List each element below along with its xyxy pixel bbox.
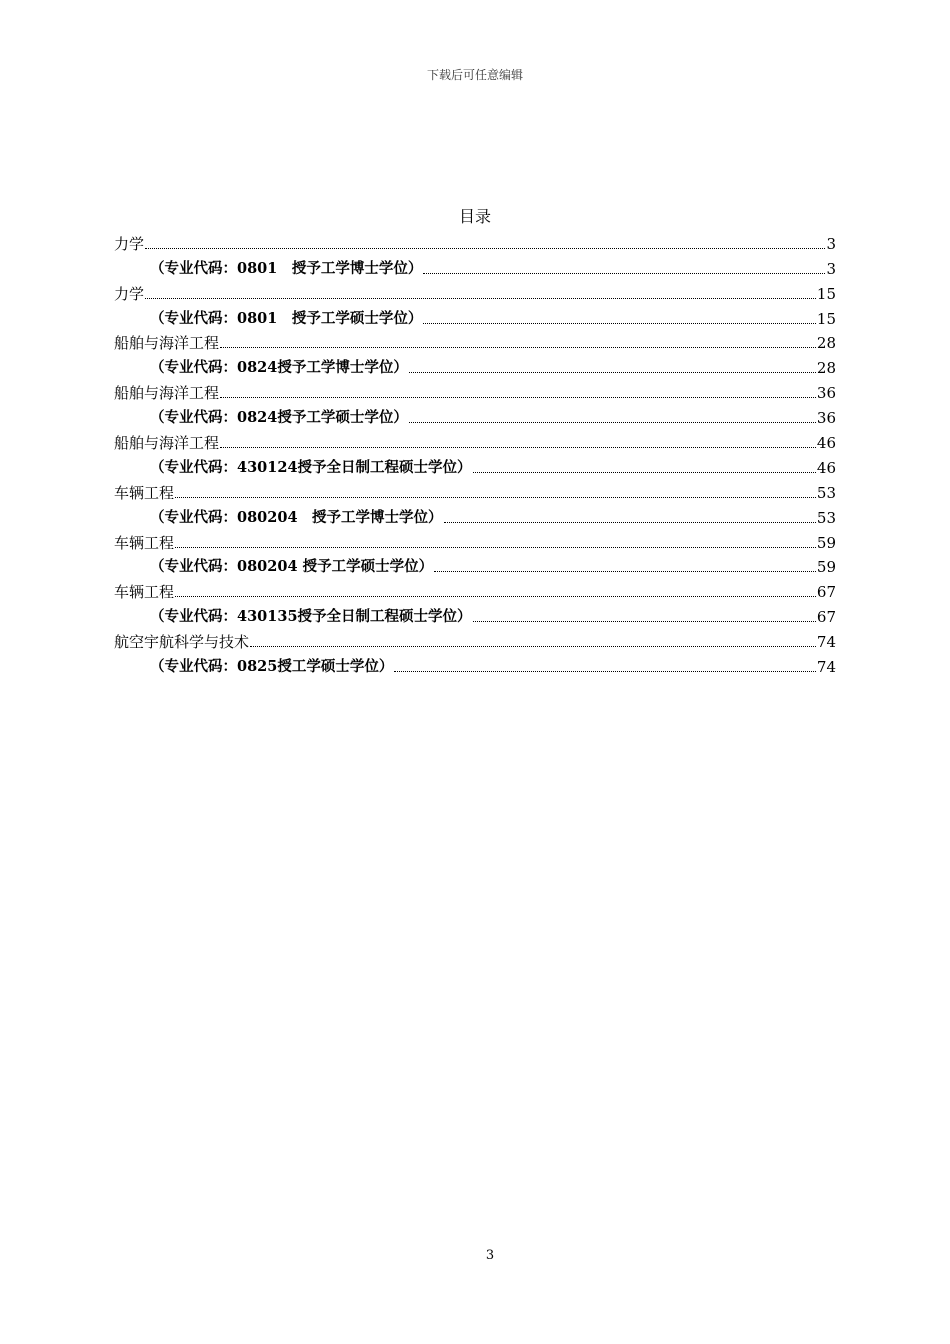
toc-entry-13[interactable]: [114, 553, 836, 578]
toc-entry-4[interactable]: [114, 329, 836, 354]
toc-leader-dots: [423, 272, 825, 274]
toc-entry-page: 53: [816, 508, 836, 527]
toc-entry-12[interactable]: [114, 528, 836, 553]
table-of-contents: [114, 229, 836, 677]
header-note: 下载后可任意编辑: [426, 68, 523, 82]
toc-entry-label: 车辆工程: [114, 533, 175, 552]
toc-entry-label: （专业代码：430135授予全日制工程硕士学位）: [150, 608, 472, 626]
toc-entry-label: 车辆工程: [114, 583, 175, 602]
toc-entry-page: 67: [816, 608, 836, 627]
toc-entry-page: 67: [816, 583, 836, 602]
toc-title: 目录: [458, 207, 491, 226]
toc-entry-page: 59: [816, 558, 836, 577]
toc-entry-label: 车辆工程: [114, 483, 175, 502]
toc-entry-page: 46: [816, 458, 836, 477]
toc-leader-dots: [175, 546, 816, 548]
toc-entry-page: 53: [816, 483, 836, 502]
toc-entry-label: 力学: [114, 284, 145, 303]
toc-leader-dots: [175, 595, 816, 597]
toc-entry-7[interactable]: [114, 403, 836, 428]
toc-entry-page: 36: [816, 409, 836, 428]
toc-entry-page: 15: [816, 309, 836, 328]
toc-entry-page: 28: [816, 334, 836, 353]
toc-leader-dots: [423, 322, 816, 324]
toc-entry-page: 74: [816, 633, 836, 652]
toc-leader-dots: [409, 371, 816, 373]
toc-leader-dots: [220, 396, 816, 398]
toc-leader-dots: [473, 471, 816, 473]
toc-entry-6[interactable]: [114, 378, 836, 403]
toc-entry-label: （专业代码：0801 授予工学硕士学位）: [150, 309, 423, 327]
page-number: 3: [485, 1248, 495, 1263]
toc-leader-dots: [145, 297, 816, 299]
toc-leader-dots: [434, 570, 816, 572]
toc-entry-label: （专业代码：430124授予全日制工程硕士学位）: [150, 458, 472, 476]
toc-leader-dots: [250, 645, 816, 647]
toc-leader-dots: [220, 346, 816, 348]
toc-entry-page: 36: [816, 384, 836, 403]
toc-entry-page: 46: [816, 434, 836, 453]
toc-entry-11[interactable]: [114, 503, 836, 528]
toc-leader-dots: [220, 446, 816, 448]
toc-entry-label: （专业代码：0824授予工学硕士学位）: [150, 409, 408, 427]
toc-entry-label: （专业代码：0825授工学硕士学位）: [150, 658, 394, 676]
toc-entry-16[interactable]: [114, 627, 836, 652]
toc-entry-label: （专业代码：0824授予工学博士学位）: [150, 359, 408, 377]
toc-entry-label: 船舶与海洋工程: [114, 334, 220, 353]
toc-entry-page: 59: [816, 533, 836, 552]
toc-entry-page: 74: [816, 658, 836, 677]
toc-entry-14[interactable]: [114, 577, 836, 602]
toc-entry-17[interactable]: [114, 652, 836, 677]
toc-entry-page: 28: [816, 359, 836, 378]
toc-leader-dots: [175, 496, 816, 498]
toc-entry-5[interactable]: [114, 353, 836, 378]
toc-leader-dots: [145, 247, 825, 249]
toc-entry-10[interactable]: [114, 478, 836, 503]
toc-leader-dots: [444, 521, 816, 523]
toc-entry-8[interactable]: [114, 428, 836, 453]
toc-entry-2[interactable]: [114, 279, 836, 304]
toc-entry-15[interactable]: [114, 602, 836, 627]
toc-entry-9[interactable]: [114, 453, 836, 478]
toc-entry-label: 航空宇航科学与技术: [114, 633, 250, 652]
toc-entry-page: 3: [826, 234, 836, 253]
toc-entry-page: 15: [816, 284, 836, 303]
toc-entry-3[interactable]: [114, 304, 836, 329]
toc-entry-label: （专业代码：080204 授予工学博士学位）: [150, 508, 443, 526]
toc-entry-label: 船舶与海洋工程: [114, 434, 220, 453]
toc-entry-label: 船舶与海洋工程: [114, 384, 220, 403]
toc-entry-label: 力学: [114, 234, 145, 253]
toc-entry-1[interactable]: [114, 254, 836, 279]
toc-leader-dots: [473, 620, 816, 622]
toc-entry-label: （专业代码：080204 授予工学硕士学位）: [150, 558, 434, 576]
toc-entry-label: （专业代码：0801 授予工学博士学位）: [150, 259, 423, 277]
toc-entry-0[interactable]: [114, 229, 836, 254]
toc-leader-dots: [394, 670, 816, 672]
toc-entry-page: 3: [826, 259, 836, 278]
toc-leader-dots: [409, 421, 816, 423]
